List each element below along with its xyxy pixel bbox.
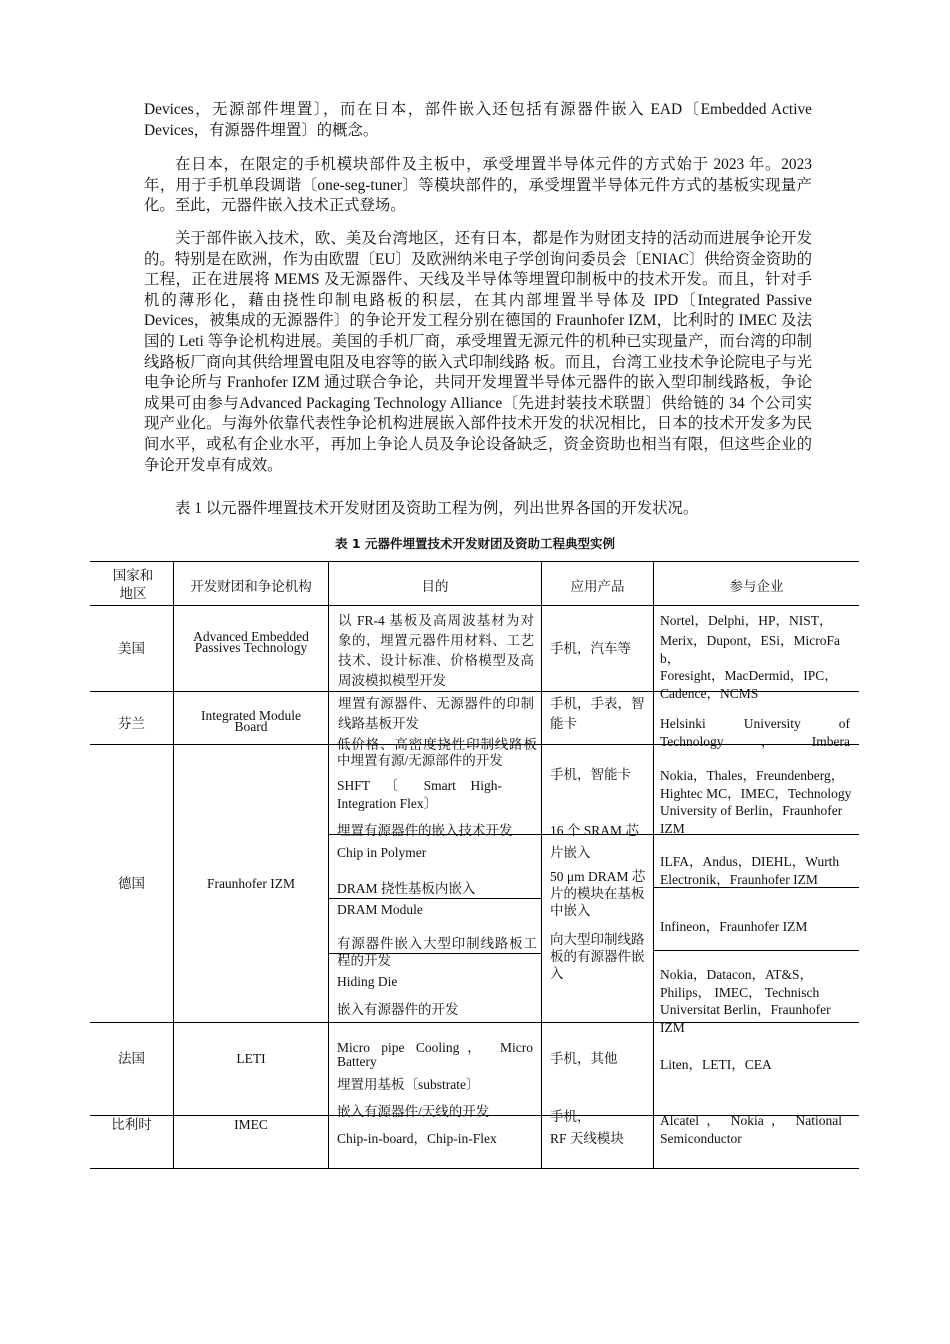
cell-org-de: Fraunhofer IZM [206, 876, 296, 891]
cell-purpose-de-4: 有源器件嵌入大型印制线路板工程的开发 [337, 936, 537, 968]
cell-org-us: Advanced Embedded Passives Technology [193, 629, 309, 655]
cell-country-us: 美国 [118, 641, 145, 656]
table-rule [328, 898, 541, 899]
paragraph-japan-history: 在日本，在限定的手机模块部件及主板中，承受埋置半导体元件的方式始于 2023 年。2023 年，用于手机单段调谐〔one-seg-tuner〕等模块部件的，承受埋置半导体元件方式的基板实现量产化。至此，元器件嵌入技术正式登场。 [144, 156, 812, 215]
table-rule [653, 561, 654, 1169]
header-org: 开发财团和争论机构 [190, 579, 312, 594]
cell-companies-us-1: Nortel，Delphi，HP，NIST， [660, 613, 833, 628]
cell-country-de: 德国 [118, 876, 145, 891]
table-rule [90, 1168, 859, 1169]
cell-companies-fi: Helsinki University of Technology，Imbera [660, 716, 850, 749]
table-caption: 表 1 元器件埋置技术开发财团及资助工程典型实例 [335, 536, 615, 551]
header-purpose: 目的 [421, 579, 449, 594]
cell-country-be: 比利时 [111, 1117, 152, 1132]
cell-companies-de-4: Nokia，Datacon，AT&S，Philips， IMEC， Technisch Universitat Berlin，Fraunhofer IZM [660, 967, 831, 1035]
cell-application-de-2: 16 个 SRAM 芯片嵌入 [550, 823, 639, 860]
cell-companies-fr: Liten，LETI，CEA [660, 1057, 772, 1072]
cell-companies-us-3: Foresight，MacDermid，IPC，Cadence，NCMS [660, 668, 838, 701]
cell-application-us: 手机，汽车等 [550, 641, 631, 656]
cell-purpose-de-2: 埋置有源器件的嵌入技术开发 [337, 823, 513, 838]
table-rule [173, 561, 174, 1169]
cell-name-de-3: DRAM Module [337, 902, 423, 917]
paragraph-table-intro: 表 1 以元器件埋置技术开发财团及资助工程为例，列出世界各国的开发状况。 [175, 500, 699, 517]
cell-application-de-3: 50 μm DRAM 芯片的模块在基板中嵌入 [550, 869, 646, 918]
cell-purpose-de-5: 嵌入有源器件的开发 [337, 1002, 459, 1017]
table-rule [90, 561, 859, 562]
cell-purpose-de-3: DRAM 挠性基板内嵌入 [337, 881, 476, 896]
cell-application-be-1: 手机， [550, 1109, 591, 1124]
development-table [90, 561, 859, 1169]
cell-org-fr: LETI [236, 1051, 266, 1066]
cell-companies-de-1: Nokia，Thales，Freundenberg，Hightec MC，IMEC，Technology University of Berlin，Fraunhofer IZM [660, 768, 852, 836]
cell-country-fi: 芬兰 [118, 716, 145, 731]
cell-name-de-4: Hiding Die [337, 974, 398, 989]
table-rule [653, 950, 859, 951]
header-country: 国家和地区 [112, 568, 154, 601]
paragraph-eap-definition: Devices，无源部件埋置〕，而在日本，部件嵌入还包括有源器件嵌入 EAD〔Embedded Active Devices，有源器件埋置〕的概念。 [144, 101, 812, 139]
cell-name-fr-1: Micro pipe Cooling， Micro Battery [337, 1040, 533, 1069]
cell-companies-de-2: ILFA，Andus，DIEHL，Wurth Electronik，Fraunhofer IZM [660, 854, 840, 887]
cell-purpose-us: 以 FR-4 基板及高周波基材为对象的，埋置元器件用材料、工艺技术、设计标准、价格模型及高周波模拟模型开发 [338, 613, 534, 688]
table-rule [328, 561, 329, 1169]
cell-application-fi: 手机，手表，智能卡 [550, 696, 645, 731]
cell-application-de-1: 手机，智能卡 [550, 767, 631, 782]
cell-name-de-2: Chip in Polymer [337, 845, 427, 860]
cell-name-be-1: Chip-in-board，Chip-in-Flex [337, 1131, 497, 1146]
table-rule [90, 605, 859, 606]
cell-application-be-2: RF 天线模块 [550, 1131, 624, 1146]
header-application: 应用产品 [570, 579, 625, 594]
paragraph-global-development: 关于部件嵌入技术，欧、美及台湾地区，还有日本，都是作为财团支持的活动而进展争论开发的。特别是在欧洲，作为由欧盟〔EU〕及欧洲纳米电子学创询问委员会〔ENIAC〕供给资金资助的工程，正在进展将 MEMS 及无源器件、天线及半导体等埋置印制板中的技术开发。而且，针对手机的薄形化，藉由挠性印制电路板的积层，在其内部埋置半导体及 IPD〔Integrated Passive Devices，被集成的无源器件〕的争论开发工程分别在德国的 Fraunhofer IZM，比利时的 IMEC 及法国的 Leti 等争论机构进展。美国的手机厂商，承受埋置无源元件的机种已实现量产，而台湾的印制线路板厂商向其供给埋置电阻及电容等的嵌入式印制线路 板。而且，台湾工业技术争论院电子与光电争论所与 Franhofer IZM 通过联合争论，共同开发埋置半导体元器件的嵌入型印制线路板，争论成果可由参与Advanced Packaging Technology Alliance〔先进封装技术联盟〕供给链的 34 个公司实现产业化。与海外依靠代表性争论机构进展嵌入部件技术开发的状况相比，日本的技术开发多为民间水平，或私有企业水平，再加上争论人员及争论设备缺乏，资金资助也相当有限，但这些企业的争论开发卓有成效。 [144, 230, 812, 474]
cell-application-fr: 手机，其他 [550, 1051, 618, 1066]
table-rule [541, 561, 542, 1169]
cell-purpose-fr-1: 埋置用基板〔substrate〕 [337, 1077, 480, 1092]
cell-companies-de-3: Infineon，Fraunhofer IZM [660, 919, 808, 934]
cell-purpose-be-1: 嵌入有源器件/天线的开发 [337, 1104, 490, 1119]
cell-country-fr: 法国 [118, 1051, 145, 1066]
cell-purpose-de-1: 低价格、高密度挠性印制线路板中埋置有源/无源部件的开发 [337, 737, 537, 768]
header-companies: 参与企业 [729, 579, 784, 594]
cell-application-de-4: 向大型印制线路板的有源器件嵌入 [550, 932, 645, 981]
cell-purpose-fi: 埋置有源器件、无源器件的印制线路基板开发 [338, 696, 534, 731]
cell-companies-be: Alcatel ， Nokia ， National Semiconductor [660, 1113, 842, 1146]
cell-companies-us-2: Merix，Dupont，ESi，MicroFab， [660, 633, 840, 666]
cell-org-be: IMEC [234, 1117, 268, 1132]
cell-name-de-1: SHFT 〔 Smart High-Integration Flex〕 [337, 778, 502, 811]
cell-org-fi: Integrated Module Board [200, 708, 302, 734]
